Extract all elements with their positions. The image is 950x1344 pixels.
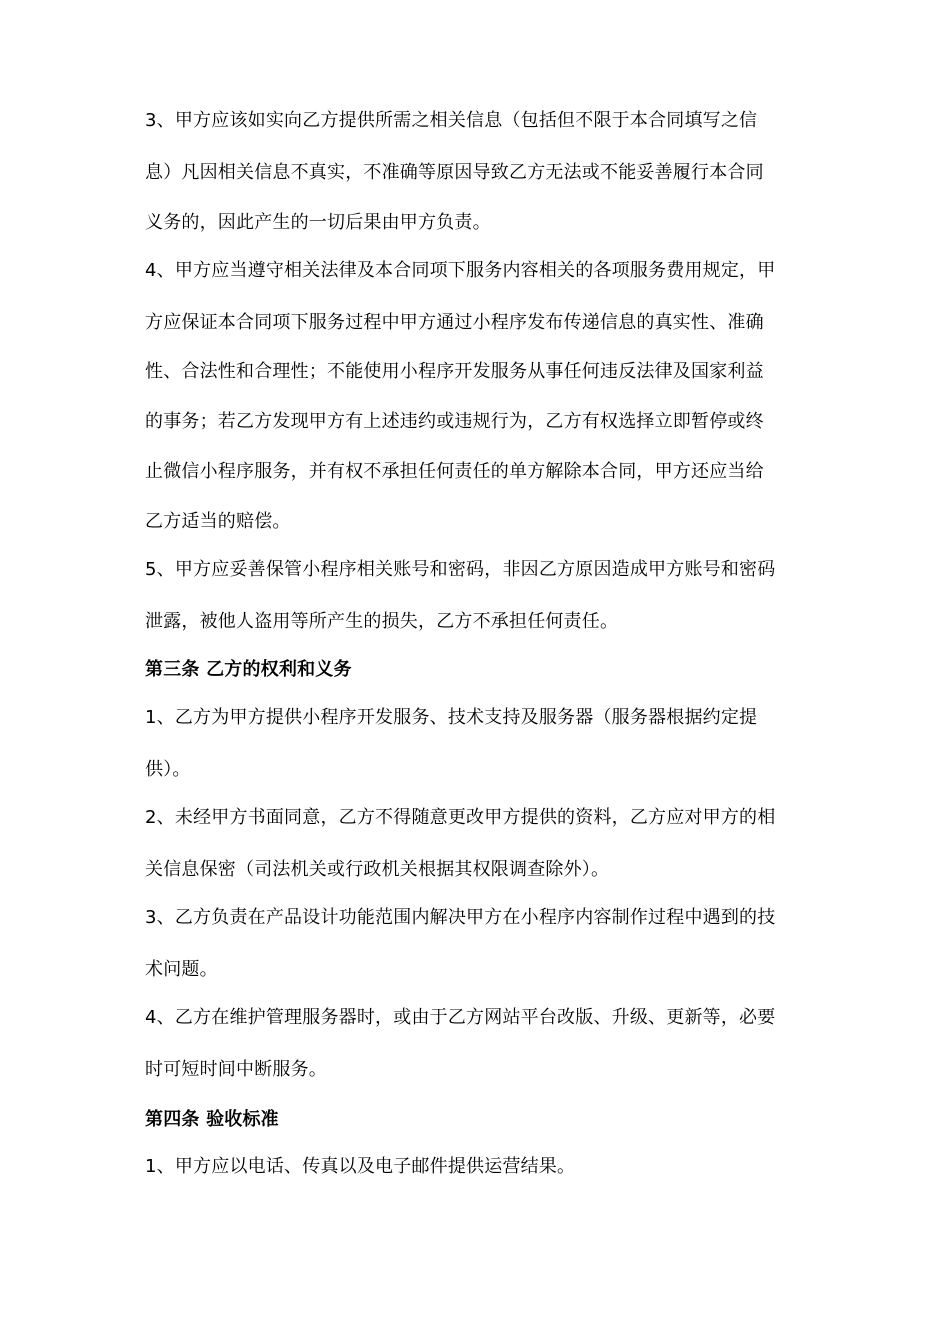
clause-3-1-line-1: 1、乙方为甲方提供小程序开发服务、技术支持及服务器（服务器根据约定提 — [145, 707, 758, 728]
clause-2-5-line-2: 泄露，被他人盗用等所产生的损失，乙方不承担任何责任。 — [145, 611, 619, 632]
clause-3-4-line-1: 4、乙方在维护管理服务器时，或由于乙方网站平台改版、升级、更新等，必要 — [145, 1007, 776, 1028]
clause-4-1-line-1: 1、甲方应以电话、传真以及电子邮件提供运营结果。 — [145, 1156, 576, 1177]
section-4-heading: 第四条 验收标准 — [145, 1109, 279, 1130]
clause-2-4-line-6: 乙方适当的赔偿。 — [145, 511, 291, 532]
clause-3-2-line-1: 2、未经甲方书面同意，乙方不得随意更改甲方提供的资料，乙方应对甲方的相 — [145, 807, 776, 828]
clause-2-4-line-3: 性、合法性和合理性；不能使用小程序开发服务从事任何违反法律及国家利益 — [145, 361, 764, 382]
clause-2-4-line-5: 止微信小程序服务，并有权不承担任何责任的单方解除本合同，甲方还应当给 — [145, 461, 764, 482]
clause-3-1-line-2: 供）。 — [145, 759, 191, 780]
clause-2-4-line-2: 方应保证本合同项下服务过程中甲方通过小程序发布传递信息的真实性、准确 — [145, 312, 764, 333]
clause-2-4-line-4: 的事务；若乙方发现甲方有上述违约或违规行为，乙方有权选择立即暂停或终 — [145, 411, 764, 432]
clause-2-5-line-1: 5、甲方应妥善保管小程序相关账号和密码，非因乙方原因造成甲方账号和密码 — [145, 559, 776, 580]
clause-3-4-line-2: 时可短时间中断服务。 — [145, 1059, 327, 1080]
clause-2-4-line-1: 4、甲方应当遵守相关法律及本合同项下服务内容相关的各项服务费用规定，甲 — [145, 260, 776, 281]
clause-3-3-line-2: 术问题。 — [145, 959, 218, 980]
clause-2-3-line-2: 息）凡因相关信息不真实，不准确等原因导致乙方无法或不能妥善履行本合同 — [145, 162, 764, 183]
clause-3-3-line-1: 3、乙方负责在产品设计功能范围内解决甲方在小程序内容制作过程中遇到的技 — [145, 907, 776, 928]
clause-2-3-line-1: 3、甲方应该如实向乙方提供所需之相关信息（包括但不限于本合同填写之信 — [145, 110, 758, 131]
clause-3-2-line-2: 关信息保密（司法机关或行政机关根据其权限调查除外）。 — [145, 859, 610, 880]
section-3-heading: 第三条 乙方的权利和义务 — [145, 659, 352, 680]
clause-2-3-line-3: 义务的，因此产生的一切后果由甲方负责。 — [145, 212, 491, 233]
